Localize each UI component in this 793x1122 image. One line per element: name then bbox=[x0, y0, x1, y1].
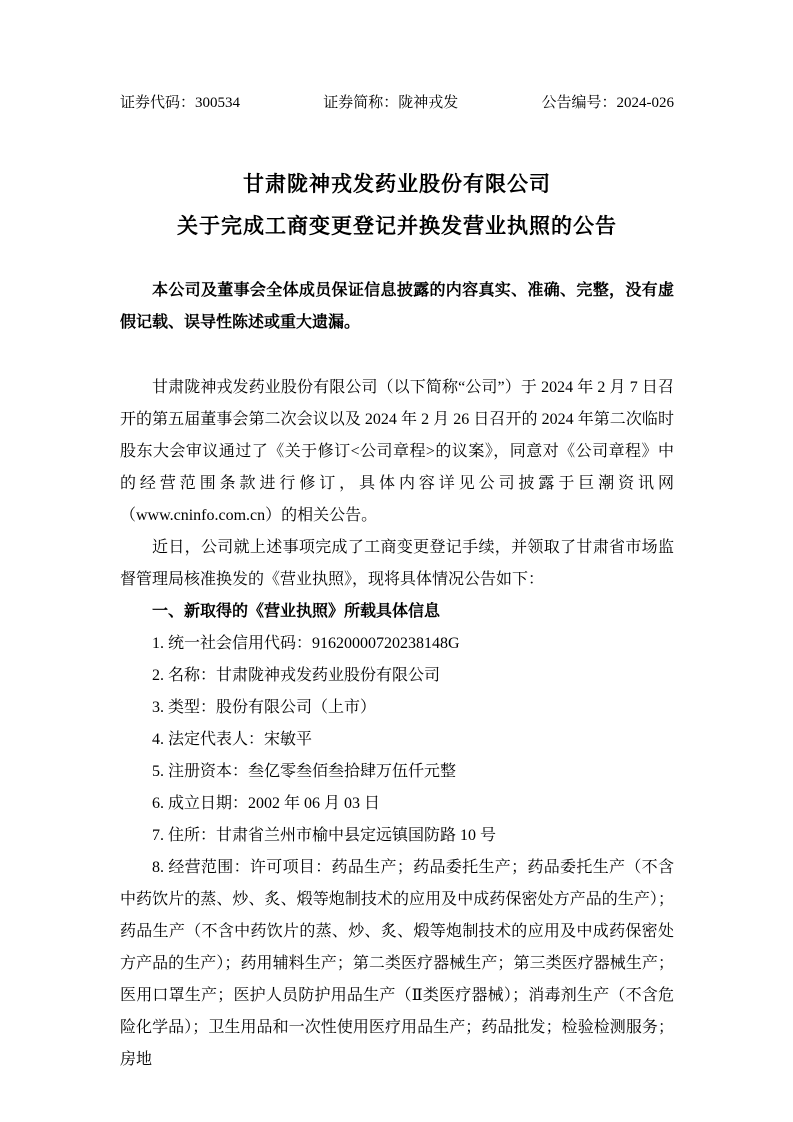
body-paragraph-1: 甘肃陇神戎发药业股份有限公司（以下简称“公司”）于 2024 年 2 月 7 日召开的第五届董事会第二次会议以及 2024 年 2 月 26 日召开的 2024 年第二次临时股东大会审议通过了《关于修订<公司章程>的议案》，同意对《公司章程》中的经营范围条款进行修订，具体内容详见公司披露于巨潮资讯网（www.cninfo.com.cn）的相关公告。 bbox=[120, 379, 674, 524]
license-item-establishment-date: 6. 成立日期：2002 年 06 月 03 日 bbox=[152, 795, 381, 812]
license-item-credit-code: 1. 统一社会信用代码：91620000720238148G bbox=[152, 635, 460, 652]
license-item-address: 7. 住所：甘肃省兰州市榆中县定远镇国防路 10 号 bbox=[152, 827, 497, 844]
document-title-line2: 关于完成工商变更登记并换发营业执照的公告 bbox=[177, 214, 617, 238]
announcement-number-text: 公告编号：2024-026 bbox=[541, 95, 674, 111]
license-item-company-name: 2. 名称：甘肃陇神戎发药业股份有限公司 bbox=[152, 667, 441, 684]
license-item-company-type: 3. 类型：股份有限公司（上市） bbox=[152, 699, 377, 716]
stock-code-text: 证券代码：300534 bbox=[120, 95, 241, 111]
body-paragraph-2: 近日，公司就上述事项完成了工商变更登记手续，并领取了甘肃省市场监督管理局核准换发的《营业执照》，现将具体情况公告如下： bbox=[120, 539, 674, 588]
license-item-legal-representative: 4. 法定代表人：宋敏平 bbox=[152, 731, 313, 748]
page-title bbox=[120, 163, 674, 247]
section-heading: 一、新取得的《营业执照》所载具体信息 bbox=[152, 603, 441, 620]
disclaimer-paragraph: 本公司及董事会全体成员保证信息披露的内容真实、准确、完整，没有虚假记载、误导性陈述或重大遗漏。 bbox=[120, 282, 674, 331]
license-item-business-scope: 8. 经营范围：许可项目：药品生产；药品委托生产；药品委托生产（不含中药饮片的蒸、炒、炙、煅等炮制技术的应用及中成药保密处方产品的生产）；药品生产（不含中药饮片的蒸、炒、炙、煅等炮制技术的应用及中成药保密处方产品的生产）；药用辅料生产；第二类医疗器械生产；第三类医疗器械生产；医用口罩生产；医护人员防护用品生产（Ⅱ类医疗器械）；消毒剂生产（不含危险化学品）；卫生用品和一次性使用医疗用品生产；药品批发；检验检测服务；房地 bbox=[120, 859, 674, 1068]
document-title-line1: 甘肃陇神戎发药业股份有限公司 bbox=[243, 172, 551, 196]
stock-name-text: 证券简称：陇神戎发 bbox=[323, 95, 459, 111]
announcement-header bbox=[120, 93, 674, 113]
license-item-registered-capital: 5. 注册资本：叁亿零叁佰叁拾肆万伍仟元整 bbox=[152, 763, 457, 780]
